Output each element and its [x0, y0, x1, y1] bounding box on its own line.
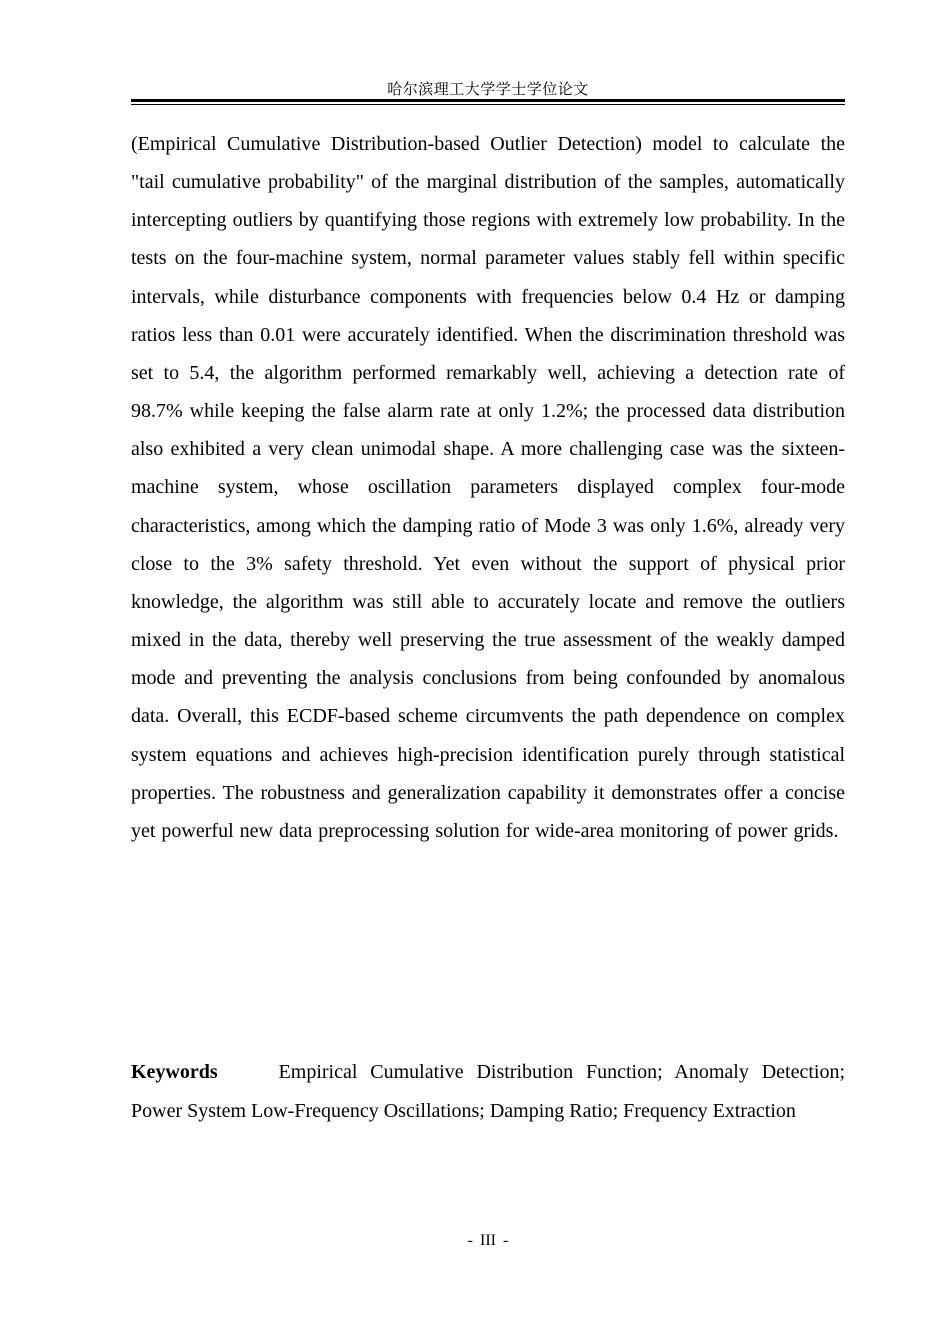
page-header-title: 哈尔滨理工大学学士学位论文 [387, 80, 589, 98]
header-rule-thick [131, 99, 845, 102]
header-rule-thin [131, 104, 845, 105]
keywords-label: Keywords [131, 1061, 218, 1083]
keywords-section [131, 1053, 845, 1130]
abstract-paragraph: (Empirical Cumulative Distribution-based Outlier Detection) model to calculate the "tail cumulative probability" of the marginal distribution of the samples, automatically intercepting outliers by quantifying those regions with extremely low probability. In the tests on the four-machine system, normal parameter values stably fell within specific intervals, while disturbance components with frequencies below 0.4 Hz or damping ratios less than 0.01 were accurately identified. When the discrimination threshold was set to 5.4, the algorithm performed remarkably well, achieving a detection rate of 98.7% while keeping the false alarm rate at only 1.2%; the processed data distribution also exhibited a very clean unimodal shape. A more challenging case was the sixteen-machine system, whose oscillation parameters displayed complex four-mode characteristics, among which the damping ratio of Mode 3 was only 1.6%, already very close to the 3% safety threshold. Yet even without the support of physical prior knowledge, the algorithm was still able to accurately locate and remove the outliers mixed in the data, thereby well preserving the true assessment of the weakly damped mode and preventing the analysis conclusions from being confounded by anomalous data. Overall, this ECDF-based scheme circumvents the path dependence on complex system equations and achieves high-precision identification purely through statistical properties. The robustness and generalization capability it demonstrates offer a concise yet powerful new data preprocessing solution for wide-area monitoring of power grids. [131, 133, 845, 842]
keywords-text: Empirical Cumulative Distribution Function; Anomaly Detection; Power System Low-Frequency Oscillations; Damping Ratio; Frequency Extraction [131, 1061, 846, 1122]
page-number: - III - [467, 1232, 509, 1249]
